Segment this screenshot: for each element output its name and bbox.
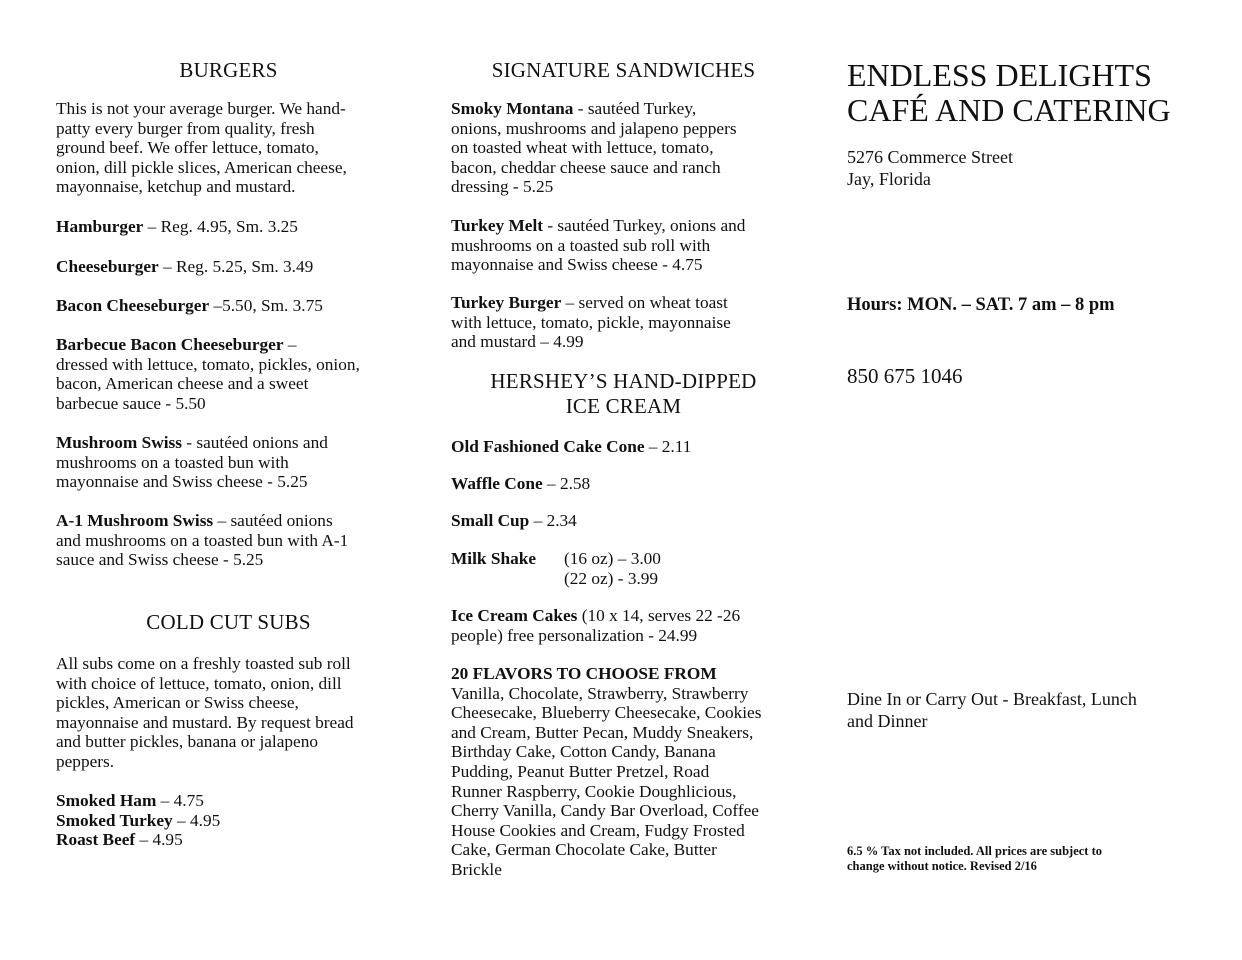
signature-sandwiches-heading: SIGNATURE SANDWICHES <box>491 58 756 82</box>
menu-item-turkey-melt: Turkey Melt - sautéed Turkey, onions and mushrooms on a toasted sub roll with mayonnaise and Swiss cheese - 4.75 <box>451 216 746 275</box>
menu-item-a1-mushroom-swiss: A-1 Mushroom Swiss – sautéed onions and mushrooms on a toasted bun with A-1 sauce and Swiss cheese - 5.25 <box>56 511 349 570</box>
menu-item-smoky-montana: Smoky Montana - sautéed Turkey, onions, mushrooms and jalapeno peppers on toasted wheat with lettuce, tomato, bacon, cheddar cheese sauce and ranch dressing - 5.25 <box>451 99 737 197</box>
cold-cut-subs-list <box>56 791 401 850</box>
menu-item-milk-shake: Milk Shake (16 oz) – 3.00 (22 oz) - 3.99 <box>451 549 661 588</box>
menu-item-bacon-cheeseburger: Bacon Cheeseburger –5.50, Sm. 3.75 <box>56 296 323 315</box>
menu-item-mushroom-swiss: Mushroom Swiss - sautéed onions and mushrooms on a toasted bun with mayonnaise and Swiss cheese - 5.25 <box>56 433 328 492</box>
ice-cream-heading: HERSHEY’S HAND-DIPPED ICE CREAM <box>490 369 757 418</box>
business-hours: Hours: MON. – SAT. 7 am – 8 pm <box>847 295 1115 315</box>
menu-item-ice-cream-cakes: Ice Cream Cakes (10 x 14, serves 22 -26 people) free personalization - 24.99 <box>451 606 741 645</box>
business-phone: 850 675 1046 <box>847 364 963 388</box>
menu-item-old-fashioned-cake-cone: Old Fashioned Cake Cone – 2.11 <box>451 437 692 456</box>
burgers-intro: This is not your average burger. We hand- patty every burger from quality, fresh ground beef. We offer lettuce, tomato, onion, dill pickle slices, American cheese, mayonnaise, ketchup and mustard. <box>56 99 347 197</box>
menu-item-smoked-ham: Smoked Ham – 4.75 <box>56 791 204 810</box>
tax-notice: 6.5 % Tax not included. All prices are subject to change without notice. Revised 2/16 <box>847 844 1102 873</box>
flavors-heading: 20 FLAVORS TO CHOOSE FROM <box>451 664 717 683</box>
menu-item-hamburger: Hamburger – Reg. 4.95, Sm. 3.25 <box>56 217 298 236</box>
cold-cut-subs-heading: COLD CUT SUBS <box>146 610 311 634</box>
menu-item-turkey-burger: Turkey Burger – served on wheat toast with lettuce, tomato, pickle, mayonnaise and mustard – 4.99 <box>451 293 731 352</box>
menu-item-small-cup: Small Cup – 2.34 <box>451 511 577 530</box>
cold-cut-subs-intro: All subs come on a freshly toasted sub roll with choice of lettuce, tomato, onion, dill pickles, American or Swiss cheese, mayonnaise and mustard. By request bread and butter pickles, banana or jalapeno peppers. <box>56 654 354 771</box>
business-address: 5276 Commerce Street Jay, Florida <box>847 147 1013 189</box>
business-name: ENDLESS DELIGHTS CAFÉ AND CATERING <box>847 57 1171 128</box>
menu-item-roast-beef: Roast Beef – 4.95 <box>56 830 183 850</box>
service-options: Dine In or Carry Out - Breakfast, Lunch and Dinner <box>847 689 1137 731</box>
menu-item-cheeseburger: Cheeseburger – Reg. 5.25, Sm. 3.49 <box>56 257 314 276</box>
burgers-heading: BURGERS <box>179 58 278 82</box>
menu-item-barbecue-bacon-cheeseburger: Barbecue Bacon Cheeseburger – dressed with lettuce, tomato, pickles, onion, bacon, American cheese and a sweet barbecue sauce - 5.50 <box>56 335 360 413</box>
menu-item-smoked-turkey: Smoked Turkey – 4.95 <box>56 810 221 830</box>
menu-item-waffle-cone: Waffle Cone – 2.58 <box>451 474 591 493</box>
flavors-list: 20 FLAVORS TO CHOOSE FROM Vanilla, Chocolate, Strawberry, Strawberry Cheesecake, Blueberry Cheesecake, Cookies and Cream, Butter Pecan, Muddy Sneakers, Birthday Cake, Cotton Candy, Banana Pudding, Peanut Butter Pretzel, Road Runner Raspberry, Cookie Doughlicious, Cherry Vanilla, Candy Bar Overload, Coffee House Cookies and Cream, Fudgy Frosted Cake, German Chocolate Cake, Butter Brickle <box>451 664 796 880</box>
